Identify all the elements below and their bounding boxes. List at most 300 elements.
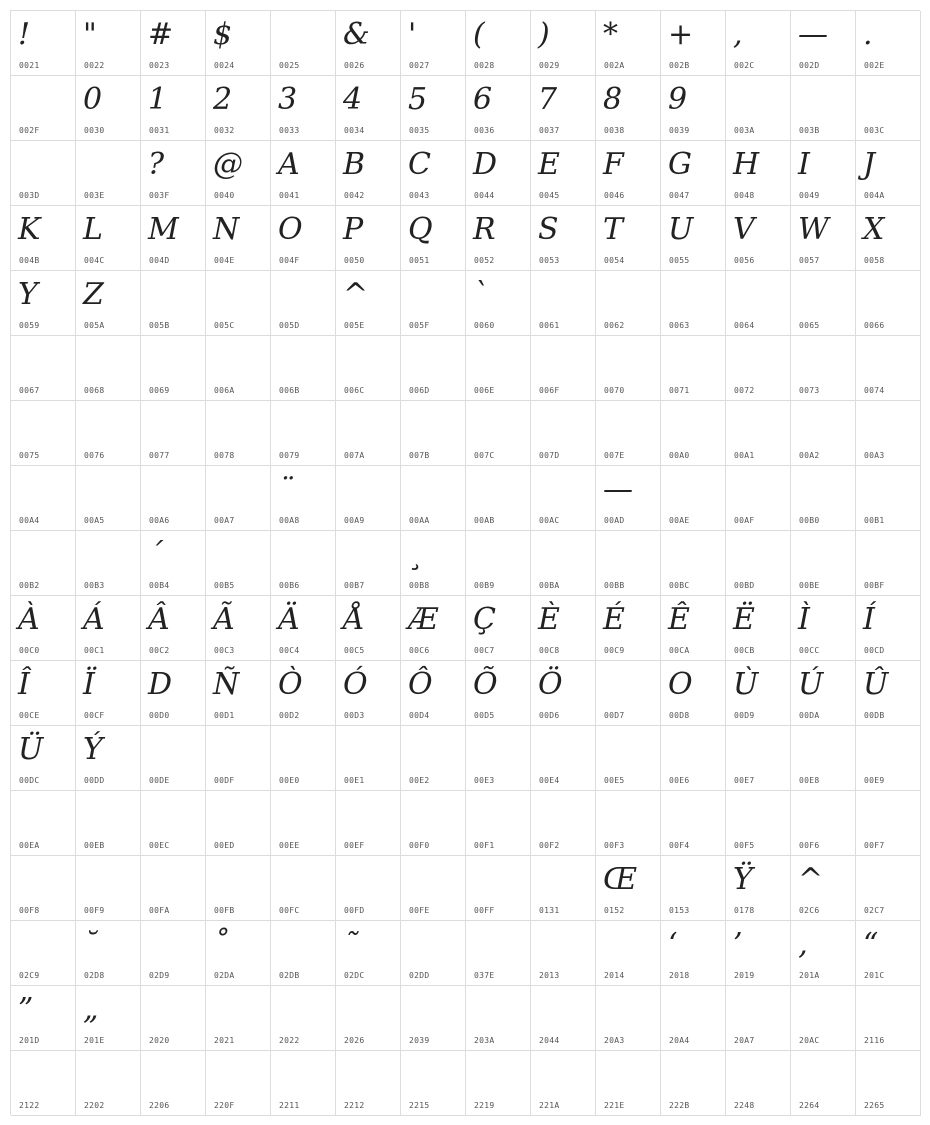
glyph-sample: ) — [538, 17, 550, 52]
glyph-cell — [336, 271, 401, 336]
glyph-code-label: 0077 — [149, 451, 170, 460]
glyph-cell — [206, 791, 271, 856]
glyph-code-label: 00D9 — [734, 711, 755, 720]
glyph-code-label: 0066 — [864, 321, 885, 330]
glyph-code-label: 002A — [604, 61, 625, 70]
glyph-sample: , — [733, 17, 743, 52]
glyph-cell — [466, 11, 531, 76]
glyph-cell — [791, 986, 856, 1051]
glyph-cell — [531, 11, 596, 76]
glyph-cell — [466, 141, 531, 206]
glyph-cell — [726, 206, 791, 271]
glyph-cell — [466, 726, 531, 791]
glyph-sample: ` — [473, 277, 488, 312]
glyph-sample: O — [668, 667, 693, 702]
glyph-cell — [11, 76, 76, 141]
glyph-cell — [271, 531, 336, 596]
glyph-code-label: 00E6 — [669, 776, 690, 785]
glyph-cell — [466, 596, 531, 661]
glyph-code-label: 003F — [149, 191, 170, 200]
glyph-cell — [401, 466, 466, 531]
glyph-code-label: 005A — [84, 321, 105, 330]
glyph-cell — [791, 726, 856, 791]
glyph-code-label: 00C0 — [19, 646, 40, 655]
glyph-code-label: 0024 — [214, 61, 235, 70]
glyph-cell — [661, 856, 726, 921]
glyph-code-label: 00A1 — [734, 451, 755, 460]
glyph-sample: 2 — [213, 82, 233, 117]
glyph-cell — [596, 531, 661, 596]
glyph-code-label: 00DF — [214, 776, 235, 785]
glyph-sample: . — [863, 17, 873, 52]
glyph-code-label: 007E — [604, 451, 625, 460]
glyph-cell — [791, 206, 856, 271]
glyph-code-label: 00D1 — [214, 711, 235, 720]
glyph-sample: W — [798, 212, 829, 247]
glyph-code-label: 004A — [864, 191, 885, 200]
glyph-code-label: 00D6 — [539, 711, 560, 720]
glyph-sample: 5 — [408, 82, 428, 117]
glyph-cell — [401, 596, 466, 661]
glyph-cell — [206, 76, 271, 141]
glyph-code-label: 0044 — [474, 191, 495, 200]
glyph-cell — [141, 596, 206, 661]
glyph-code-label: 0061 — [539, 321, 560, 330]
glyph-sample: C — [408, 147, 431, 182]
glyph-cell — [726, 596, 791, 661]
glyph-cell — [856, 791, 921, 856]
glyph-code-label: 007A — [344, 451, 365, 460]
glyph-cell — [11, 921, 76, 986]
glyph-sample: * — [603, 17, 618, 52]
glyph-cell — [531, 206, 596, 271]
glyph-sample: Ï — [83, 667, 95, 702]
glyph-cell — [11, 11, 76, 76]
glyph-cell — [271, 1051, 336, 1116]
glyph-code-label: 0073 — [799, 386, 820, 395]
glyph-cell — [141, 921, 206, 986]
glyph-code-label: 0053 — [539, 256, 560, 265]
glyph-cell — [141, 531, 206, 596]
glyph-code-label: 00F7 — [864, 841, 885, 850]
glyph-sample: B — [343, 147, 366, 182]
glyph-code-label: 2116 — [864, 1036, 885, 1045]
glyph-sample: Â — [148, 602, 170, 637]
glyph-cell — [76, 921, 141, 986]
glyph-cell — [791, 11, 856, 76]
glyph-cell — [141, 466, 206, 531]
glyph-cell — [76, 986, 141, 1051]
glyph-cell — [271, 986, 336, 1051]
glyph-cell — [206, 921, 271, 986]
glyph-cell — [726, 986, 791, 1051]
glyph-code-label: 201C — [864, 971, 885, 980]
glyph-cell — [531, 336, 596, 401]
glyph-sample: S — [538, 212, 559, 247]
glyph-cell — [271, 336, 336, 401]
glyph-code-label: 00C4 — [279, 646, 300, 655]
glyph-sample: Ö — [538, 667, 563, 702]
glyph-cell — [791, 336, 856, 401]
glyph-cell — [336, 336, 401, 401]
glyph-code-label: 220F — [214, 1101, 235, 1110]
glyph-code-label: 00B5 — [214, 581, 235, 590]
glyph-sample: ˘ — [83, 927, 98, 962]
glyph-sample: Ó — [343, 667, 368, 702]
glyph-code-label: 00C6 — [409, 646, 430, 655]
glyph-cell — [466, 791, 531, 856]
glyph-sample: „ — [83, 992, 99, 1027]
glyph-code-label: 2248 — [734, 1101, 755, 1110]
glyph-cell — [76, 271, 141, 336]
glyph-code-label: 2264 — [799, 1101, 820, 1110]
glyph-cell — [401, 1051, 466, 1116]
glyph-cell — [856, 401, 921, 466]
glyph-code-label: 00BC — [669, 581, 690, 590]
glyph-code-label: 002E — [864, 61, 885, 70]
glyph-sample: Ÿ — [733, 862, 753, 897]
glyph-cell — [271, 856, 336, 921]
glyph-code-label: 006F — [539, 386, 560, 395]
glyph-code-label: 0026 — [344, 61, 365, 70]
glyph-cell — [856, 986, 921, 1051]
glyph-cell — [141, 336, 206, 401]
glyph-cell — [141, 726, 206, 791]
glyph-cell — [726, 401, 791, 466]
glyph-sample: A — [278, 147, 300, 182]
glyph-code-label: 0075 — [19, 451, 40, 460]
glyph-cell — [141, 856, 206, 921]
glyph-code-label: 0033 — [279, 126, 300, 135]
glyph-cell — [466, 921, 531, 986]
glyph-code-label: 00D8 — [669, 711, 690, 720]
glyph-cell — [726, 921, 791, 986]
glyph-code-label: 0035 — [409, 126, 430, 135]
glyph-code-label: 0045 — [539, 191, 560, 200]
glyph-code-label: 00FA — [149, 906, 170, 915]
glyph-code-label: 00BB — [604, 581, 625, 590]
glyph-code-label: 002C — [734, 61, 755, 70]
glyph-code-label: 221A — [539, 1101, 560, 1110]
glyph-code-label: 02C7 — [864, 906, 885, 915]
glyph-code-label: 2202 — [84, 1101, 105, 1110]
glyph-code-label: 20A3 — [604, 1036, 625, 1045]
glyph-code-label: 005D — [279, 321, 300, 330]
glyph-cell — [856, 726, 921, 791]
glyph-code-label: 0037 — [539, 126, 560, 135]
glyph-cell — [531, 401, 596, 466]
glyph-cell — [791, 856, 856, 921]
glyph-sample: ! — [18, 17, 31, 52]
glyph-code-label: 0057 — [799, 256, 820, 265]
glyph-sample: ˚ — [213, 927, 228, 962]
glyph-code-label: 00F0 — [409, 841, 430, 850]
glyph-cell — [11, 466, 76, 531]
glyph-cell — [336, 11, 401, 76]
glyph-cell — [336, 856, 401, 921]
glyph-code-label: 00EF — [344, 841, 365, 850]
glyph-code-label: 004D — [149, 256, 170, 265]
glyph-code-label: 00C5 — [344, 646, 365, 655]
glyph-code-label: 00C1 — [84, 646, 105, 655]
glyph-cell — [206, 11, 271, 76]
glyph-cell — [856, 466, 921, 531]
glyph-cell — [206, 206, 271, 271]
glyph-code-label: 203A — [474, 1036, 495, 1045]
glyph-code-label: 0067 — [19, 386, 40, 395]
glyph-cell — [401, 141, 466, 206]
glyph-code-label: 00A7 — [214, 516, 235, 525]
glyph-cell — [596, 401, 661, 466]
glyph-sample: $ — [213, 17, 233, 52]
glyph-sample: E — [538, 147, 560, 182]
glyph-sample: Í — [863, 602, 875, 637]
glyph-cell — [726, 531, 791, 596]
glyph-cell — [661, 466, 726, 531]
glyph-code-label: 2013 — [539, 971, 560, 980]
glyph-cell — [11, 336, 76, 401]
glyph-code-label: 0079 — [279, 451, 300, 460]
glyph-sample: ” — [18, 992, 34, 1027]
glyph-code-label: 00C2 — [149, 646, 170, 655]
glyph-code-label: 0042 — [344, 191, 365, 200]
glyph-sample: H — [733, 147, 760, 182]
glyph-cell — [531, 661, 596, 726]
glyph-code-label: 006C — [344, 386, 365, 395]
glyph-code-label: 2212 — [344, 1101, 365, 1110]
glyph-code-label: 00D3 — [344, 711, 365, 720]
glyph-cell — [466, 401, 531, 466]
glyph-code-label: 00A6 — [149, 516, 170, 525]
glyph-cell — [206, 141, 271, 206]
glyph-cell — [661, 141, 726, 206]
glyph-cell — [856, 11, 921, 76]
glyph-code-label: 0060 — [474, 321, 495, 330]
glyph-sample: I — [798, 147, 810, 182]
glyph-code-label: 003C — [864, 126, 885, 135]
glyph-code-label: 00CC — [799, 646, 820, 655]
glyph-code-label: 005E — [344, 321, 365, 330]
glyph-code-label: 00F1 — [474, 841, 495, 850]
glyph-sample: Á — [83, 602, 105, 637]
glyph-code-label: 0047 — [669, 191, 690, 200]
glyph-code-label: 00A8 — [279, 516, 300, 525]
glyph-cell — [531, 141, 596, 206]
glyph-code-label: 00C7 — [474, 646, 495, 655]
glyph-code-label: 2122 — [19, 1101, 40, 1110]
glyph-code-label: 0069 — [149, 386, 170, 395]
glyph-cell — [271, 271, 336, 336]
glyph-cell — [76, 791, 141, 856]
glyph-code-label: 0022 — [84, 61, 105, 70]
glyph-cell — [856, 206, 921, 271]
glyph-code-label: 02DA — [214, 971, 235, 980]
glyph-code-label: 00C8 — [539, 646, 560, 655]
glyph-cell — [11, 596, 76, 661]
glyph-cell — [271, 466, 336, 531]
glyph-code-label: 00BE — [799, 581, 820, 590]
glyph-code-label: 00DE — [149, 776, 170, 785]
glyph-cell — [11, 661, 76, 726]
glyph-cell — [856, 76, 921, 141]
glyph-cell — [336, 531, 401, 596]
glyph-code-label: 2020 — [149, 1036, 170, 1045]
glyph-sample: Œ — [603, 862, 638, 897]
glyph-cell — [726, 726, 791, 791]
glyph-sample: & — [343, 17, 370, 52]
glyph-code-label: 2265 — [864, 1101, 885, 1110]
glyph-code-label: 0153 — [669, 906, 690, 915]
glyph-cell — [856, 596, 921, 661]
glyph-code-label: 005F — [409, 321, 430, 330]
glyph-code-label: 02C6 — [799, 906, 820, 915]
glyph-code-label: 00D2 — [279, 711, 300, 720]
glyph-cell — [76, 661, 141, 726]
glyph-cell — [791, 141, 856, 206]
glyph-cell — [466, 986, 531, 1051]
glyph-cell — [11, 1051, 76, 1116]
glyph-cell — [661, 531, 726, 596]
glyph-cell — [596, 336, 661, 401]
glyph-sample: ‘ — [668, 927, 678, 962]
glyph-grid — [10, 10, 920, 1115]
glyph-cell — [76, 856, 141, 921]
glyph-cell — [206, 661, 271, 726]
glyph-code-label: 0027 — [409, 61, 430, 70]
glyph-cell — [271, 401, 336, 466]
glyph-code-label: 00A2 — [799, 451, 820, 460]
glyph-sample: T — [603, 212, 624, 247]
glyph-code-label: 00E4 — [539, 776, 560, 785]
glyph-cell — [206, 986, 271, 1051]
glyph-code-label: 0062 — [604, 321, 625, 330]
glyph-cell — [596, 1051, 661, 1116]
glyph-cell — [466, 661, 531, 726]
glyph-cell — [856, 856, 921, 921]
glyph-cell — [726, 856, 791, 921]
glyph-code-label: 00E5 — [604, 776, 625, 785]
glyph-code-label: 00B2 — [19, 581, 40, 590]
glyph-code-label: 0064 — [734, 321, 755, 330]
glyph-sample: ’ — [733, 927, 743, 962]
glyph-cell — [401, 531, 466, 596]
glyph-code-label: 00AE — [669, 516, 690, 525]
glyph-code-label: 00FE — [409, 906, 430, 915]
glyph-code-label: 004B — [19, 256, 40, 265]
glyph-cell — [661, 1051, 726, 1116]
glyph-sample: È — [538, 602, 560, 637]
glyph-cell — [336, 466, 401, 531]
glyph-sample: Ç — [473, 602, 496, 637]
glyph-code-label: 0030 — [84, 126, 105, 135]
glyph-code-label: 20A7 — [734, 1036, 755, 1045]
glyph-code-label: 00CB — [734, 646, 755, 655]
glyph-sample: Y — [18, 277, 38, 312]
glyph-cell — [791, 271, 856, 336]
glyph-cell — [531, 596, 596, 661]
glyph-sample: ( — [473, 17, 485, 52]
glyph-sample: Ú — [798, 667, 824, 702]
glyph-cell — [466, 206, 531, 271]
glyph-cell — [401, 336, 466, 401]
glyph-cell — [466, 466, 531, 531]
glyph-sample: ¸ — [408, 537, 423, 572]
glyph-code-label: 00DC — [19, 776, 40, 785]
glyph-sample: 8 — [603, 82, 623, 117]
glyph-sample: 1 — [148, 82, 168, 117]
glyph-code-label: 0152 — [604, 906, 625, 915]
glyph-cell — [141, 401, 206, 466]
glyph-cell — [11, 531, 76, 596]
glyph-cell — [596, 596, 661, 661]
glyph-cell — [271, 726, 336, 791]
glyph-sample: 6 — [473, 82, 493, 117]
glyph-code-label: 00E1 — [344, 776, 365, 785]
glyph-sample: Ê — [668, 602, 690, 637]
glyph-cell — [661, 206, 726, 271]
glyph-cell — [466, 271, 531, 336]
glyph-code-label: 00F4 — [669, 841, 690, 850]
glyph-code-label: 00AB — [474, 516, 495, 525]
glyph-cell — [336, 76, 401, 141]
glyph-cell — [76, 141, 141, 206]
glyph-sample: Ä — [278, 602, 300, 637]
glyph-cell — [76, 336, 141, 401]
glyph-code-label: 00FD — [344, 906, 365, 915]
glyph-code-label: 00AC — [539, 516, 560, 525]
glyph-code-label: 002F — [19, 126, 40, 135]
glyph-code-label: 0065 — [799, 321, 820, 330]
glyph-cell — [11, 141, 76, 206]
glyph-cell — [11, 726, 76, 791]
glyph-cell — [336, 726, 401, 791]
glyph-code-label: 02D9 — [149, 971, 170, 980]
glyph-code-label: 201A — [799, 971, 820, 980]
glyph-cell — [336, 921, 401, 986]
glyph-cell — [856, 336, 921, 401]
glyph-code-label: 02DD — [409, 971, 430, 980]
glyph-sample: 7 — [538, 82, 558, 117]
glyph-cell — [401, 921, 466, 986]
glyph-cell — [791, 791, 856, 856]
glyph-code-label: 0036 — [474, 126, 495, 135]
glyph-sample: 3 — [278, 82, 298, 117]
glyph-cell — [76, 1051, 141, 1116]
glyph-code-label: 00B3 — [84, 581, 105, 590]
glyph-cell — [401, 986, 466, 1051]
glyph-cell — [596, 856, 661, 921]
glyph-code-label: 0041 — [279, 191, 300, 200]
glyph-sample: ^ — [343, 277, 369, 312]
glyph-sample: É — [603, 602, 625, 637]
glyph-code-label: 00BA — [539, 581, 560, 590]
glyph-cell — [141, 791, 206, 856]
glyph-cell — [141, 986, 206, 1051]
glyph-cell — [596, 791, 661, 856]
glyph-code-label: 201E — [84, 1036, 105, 1045]
glyph-cell — [791, 76, 856, 141]
glyph-cell — [206, 401, 271, 466]
glyph-cell — [791, 661, 856, 726]
glyph-cell — [401, 856, 466, 921]
glyph-cell — [401, 11, 466, 76]
glyph-code-label: 0032 — [214, 126, 235, 135]
glyph-cell — [726, 1051, 791, 1116]
glyph-code-label: 00F2 — [539, 841, 560, 850]
glyph-cell — [141, 661, 206, 726]
glyph-cell — [336, 401, 401, 466]
glyph-sample: @ — [213, 147, 243, 182]
